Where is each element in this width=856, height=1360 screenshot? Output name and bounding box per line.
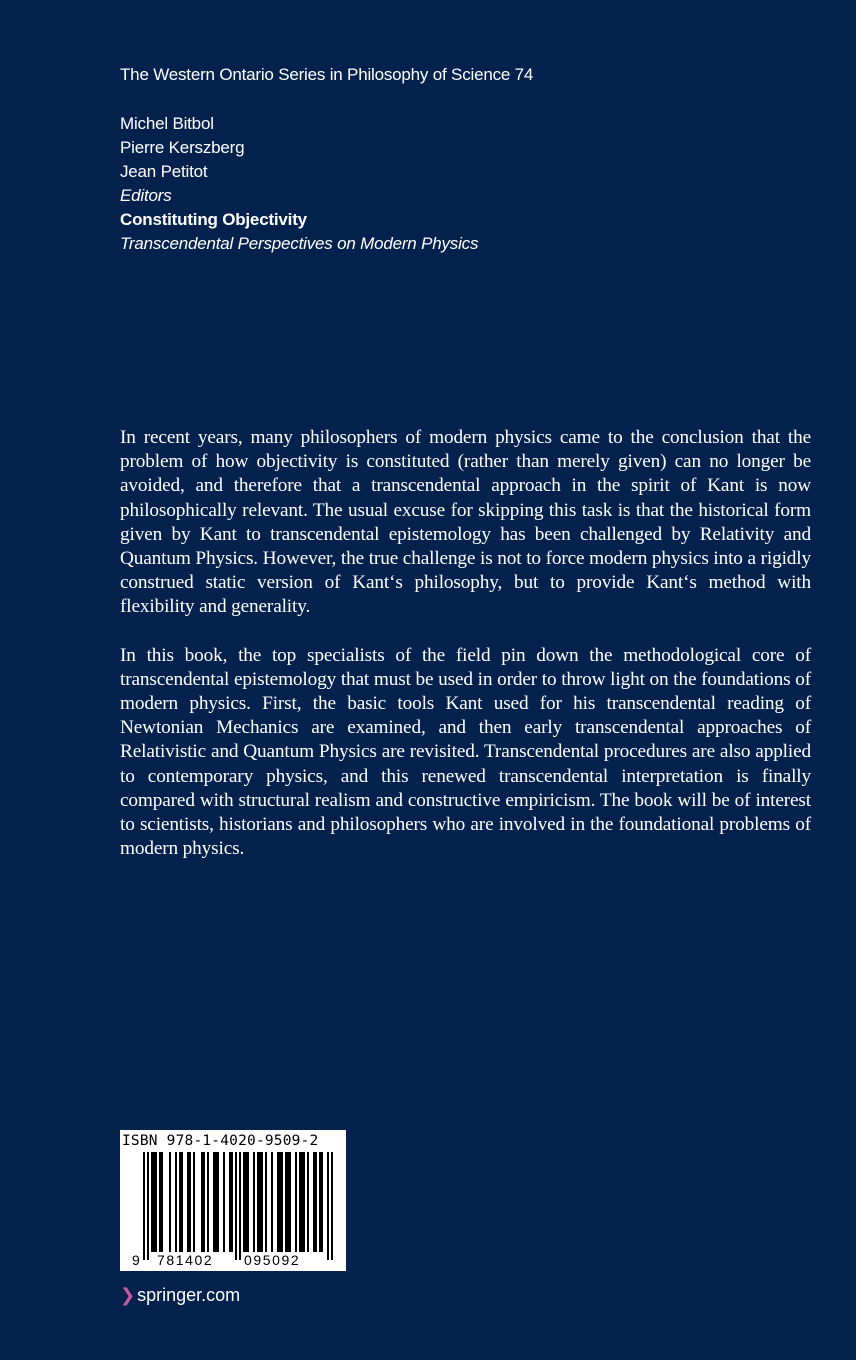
barcode-bar <box>289 1152 291 1252</box>
isbn-label: ISBN 978-1-4020-9509-2 <box>122 1133 319 1149</box>
barcode-bar <box>281 1152 283 1252</box>
barcode-bar <box>315 1152 317 1252</box>
barcode-bars <box>120 1130 346 1271</box>
barcode-digit-first: 9 <box>132 1252 140 1268</box>
barcode-bar <box>207 1152 209 1252</box>
book-subtitle: Transcendental Perspectives on Modern Physics <box>120 234 479 253</box>
barcode-bar <box>331 1152 333 1260</box>
barcode-bar <box>147 1152 149 1260</box>
barcode-bar <box>295 1152 297 1252</box>
barcode-bar <box>243 1152 245 1252</box>
barcode-bar <box>247 1152 249 1252</box>
barcode-bar <box>239 1152 241 1260</box>
barcode-bar <box>307 1152 309 1252</box>
barcode-bar <box>201 1152 203 1252</box>
barcode-bar <box>321 1152 323 1252</box>
description-paragraph: In this book, the top specialists of the field pin down the methodological core of transcendental epistemology that must be used in order to throw light on the foundations of modern physics. First, the basic tools Kant used for his transcendental reading of Newtonian Mechanics are examined, and then early transcendental approaches of Relativistic and Quantum Physics are revisited. Transcendental procedures are also applied to contemporary physics, and this renewed transcendental interpretation is finally compared with structural realism and constructive empiricism. The book will be of interest to scientists, historians and philosophers who are involved in the foundational problems of modern physics. <box>120 644 811 860</box>
barcode-bar <box>215 1152 217 1252</box>
barcode-bar <box>175 1152 177 1252</box>
barcode-bar <box>151 1152 153 1252</box>
publisher-link[interactable] <box>120 1283 240 1307</box>
barcode-digits-left: 781402 <box>157 1252 214 1268</box>
barcode-digits-right: 095092 <box>244 1252 301 1268</box>
barcode-bar <box>285 1152 287 1252</box>
barcode-bar <box>143 1152 145 1260</box>
publisher-link-text[interactable]: springer.com <box>137 1285 241 1305</box>
chevron-right-icon: ❯ <box>120 1285 136 1305</box>
barcode-bar <box>301 1152 303 1252</box>
barcode-bar <box>213 1152 215 1252</box>
barcode-bar <box>277 1152 279 1252</box>
barcode-bar <box>223 1152 225 1252</box>
barcode-bar <box>231 1152 233 1252</box>
editor-name: Jean Petitot <box>120 162 208 181</box>
barcode-bar <box>217 1152 219 1252</box>
barcode-bar <box>265 1152 267 1252</box>
book-title: Constituting Objectivity <box>120 210 307 229</box>
barcode-bar <box>253 1152 255 1252</box>
barcode-bar <box>259 1152 261 1252</box>
barcode-bar <box>327 1152 329 1260</box>
barcode-bar <box>161 1152 163 1252</box>
barcode-bar <box>235 1152 237 1260</box>
barcode-bar <box>319 1152 321 1252</box>
barcode-bar <box>303 1152 305 1252</box>
barcode-bar <box>203 1152 205 1252</box>
description-paragraph: In recent years, many philosophers of modern physics came to the conclusion that the problem of how objectivity is constituted (rather than merely given) can no longer be avoided, and therefore that a transcendental approach in the spirit of Kant is now philosophically relevant. The usual excuse for skipping this task is that the historical form given by Kant to transcendental epistemology has been challenged by Relativity and Quantum Physics. However, the true challenge is not to force modern physics into a rigidly construed static version of Kant‘s philosophy, but to provide Kant‘s method with flexibility and generality. <box>120 427 811 618</box>
series-title: The Western Ontario Series in Philosophy of Science 74 <box>120 65 534 84</box>
barcode-bar <box>181 1152 183 1252</box>
barcode-bar <box>287 1152 289 1252</box>
barcode-bar <box>179 1152 181 1252</box>
barcode-bar <box>313 1152 315 1252</box>
barcode-bar <box>187 1152 189 1252</box>
barcode-bar <box>159 1152 161 1252</box>
barcode-bar <box>229 1152 231 1252</box>
book-description <box>120 426 811 885</box>
isbn-barcode <box>120 1130 346 1271</box>
barcode-bar <box>257 1152 259 1252</box>
barcode-bar <box>169 1152 171 1252</box>
barcode-bar <box>299 1152 301 1252</box>
editors-role-label: Editors <box>120 186 172 205</box>
barcode-bar <box>279 1152 281 1252</box>
barcode-bar <box>155 1152 157 1252</box>
credits-block <box>120 112 478 256</box>
barcode-bar <box>189 1152 191 1252</box>
barcode-bar <box>271 1152 273 1252</box>
barcode-bar <box>245 1152 247 1252</box>
barcode-bar <box>261 1152 263 1252</box>
editor-name: Michel Bitbol <box>120 114 214 133</box>
barcode-bar <box>153 1152 155 1252</box>
editor-name: Pierre Kerszberg <box>120 138 245 157</box>
barcode-bar <box>193 1152 195 1252</box>
